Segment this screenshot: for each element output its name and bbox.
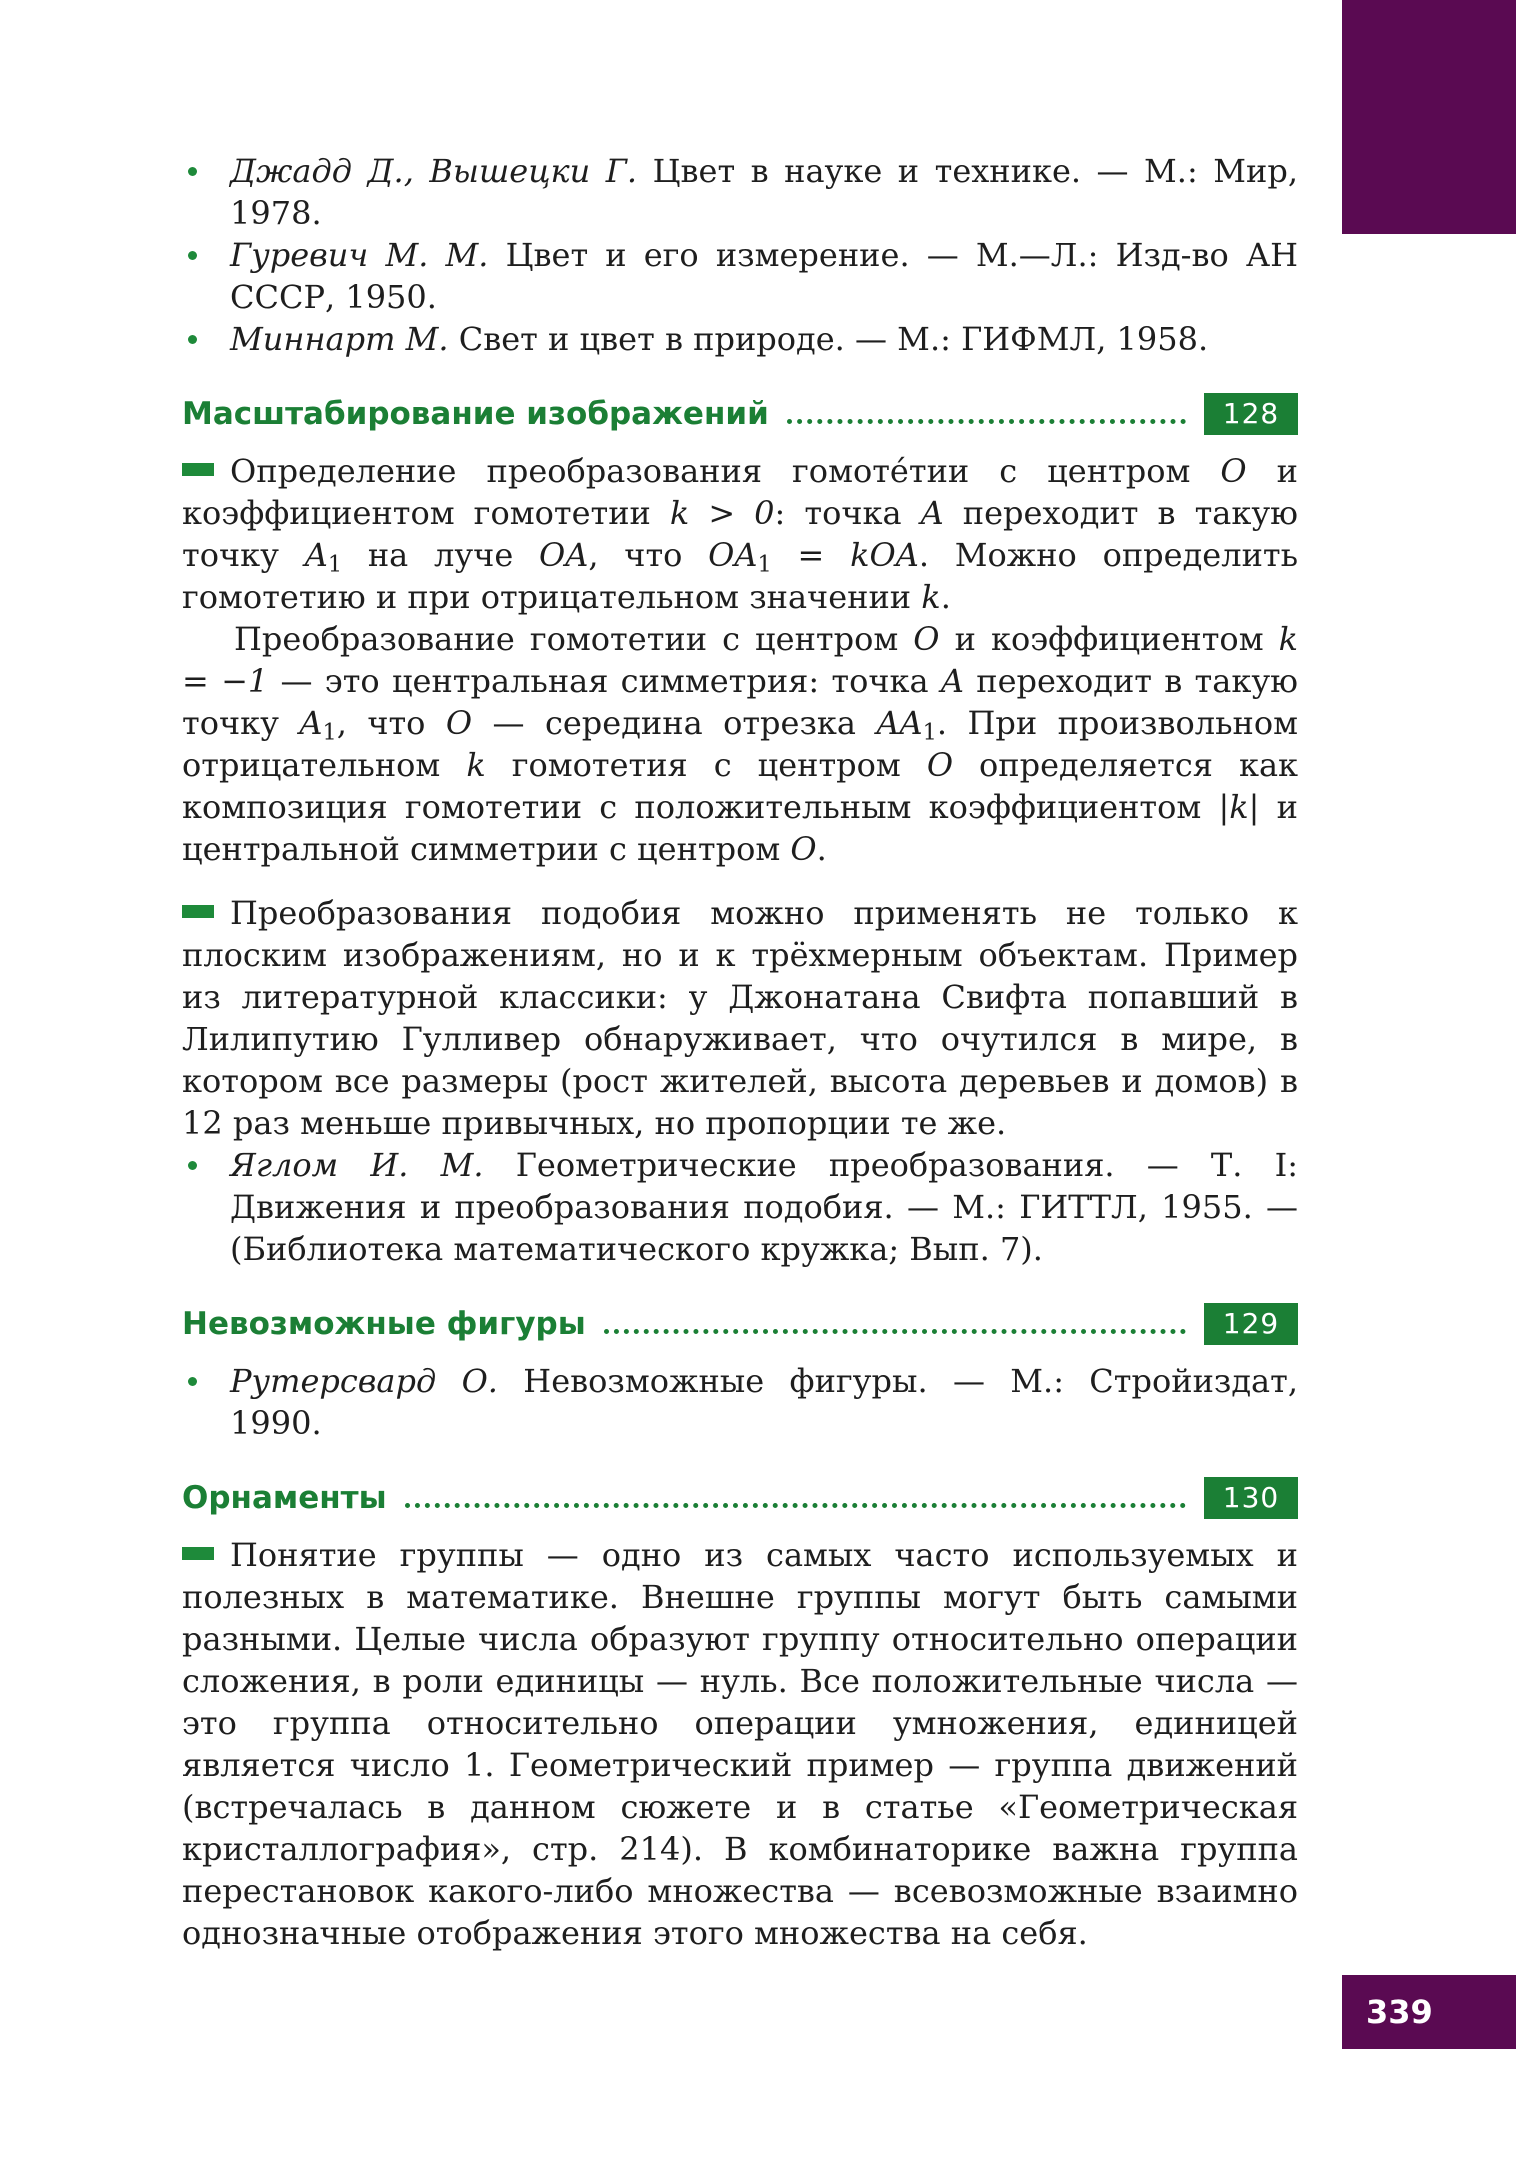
bullet-icon — [188, 251, 197, 260]
paragraph: Определение преобразования гомоте́тии с центром O и коэффициентом гомотетии k > 0: точка A переходит в такую точку $A_1$ на луче OA, что $OA_1$ = kOA. Можно определить гомотетию и при отрицательном значении k. — [182, 452, 1299, 616]
section-page-number: 128 — [1204, 393, 1298, 435]
reference-list-impossible — [182, 1360, 1298, 1444]
green-marker-icon — [182, 905, 214, 918]
section-page-number: 130 — [1204, 1477, 1298, 1519]
reference-item — [182, 1144, 1298, 1270]
reference-text: Геометрические преобразования. — Т. I: Движения и преобразования подобия. — М.: ГИТТЛ, 1955. — (Библиотека математического кружка; Вып. 7). — [230, 1146, 1299, 1268]
bullet-icon — [188, 167, 197, 176]
page-content — [182, 150, 1298, 1954]
section-heading-scaling — [182, 390, 1298, 438]
reference-item — [182, 234, 1298, 318]
dotted-leader — [405, 1503, 1186, 1508]
paragraph: Преобразования подобия можно применять не только к плоским изображениям, но и к трёхмерным объектам. Пример из литературной классики: у Джонатана Свифта попавший в Лилипутию Гулливер обнаруживает, что очутился в мире, в котором все размеры (рост жителей, высота деревьев и домов) в 12 раз меньше привычных, но пропорции те же. — [182, 894, 1298, 1142]
bullet-icon — [188, 1161, 197, 1170]
green-marker-icon — [182, 463, 214, 476]
section-title: Масштабирование изображений — [182, 396, 769, 432]
bullet-icon — [188, 1377, 197, 1386]
text-block-homothety — [182, 450, 1298, 870]
reference-item — [182, 150, 1298, 234]
paragraph: Преобразование гомотетии с центром O и коэффициентом k = −1 — это центральная симметрия: точка A переходит в такую точку $A_1$, что O — середина отрезка $AA_1$. При произвольном отрицательном k гомотетия с центром O определяется как композиция гомотетии с положительным коэффициентом |k| и центральной симметрии с центром O. — [182, 620, 1299, 868]
reference-author: Яглом И. М. — [230, 1146, 484, 1184]
reference-list-scaling — [182, 1144, 1298, 1270]
reference-author: Миннарт М. — [230, 320, 449, 358]
section-page-number: 129 — [1204, 1303, 1298, 1345]
text-block-similarity — [182, 892, 1298, 1144]
reference-author: Джадд Д., Вышецки Г. — [230, 152, 638, 190]
reference-text: Цвет в науке и технике. — М.: Мир, 1978. — [230, 152, 1299, 232]
page-number: 339 — [1342, 1975, 1516, 2049]
reference-author: Гуревич М. М. — [230, 236, 489, 274]
reference-text: Цвет и его измерение. — М.—Л.: Изд-во АН СССР, 1950. — [230, 236, 1299, 316]
dotted-leader — [787, 419, 1186, 424]
section-title: Орнаменты — [182, 1480, 387, 1516]
corner-color-tab — [1342, 0, 1516, 234]
green-marker-icon — [182, 1547, 214, 1560]
reference-text: Свет и цвет в природе. — М.: ГИФМЛ, 1958. — [448, 320, 1209, 358]
reference-list-top — [182, 150, 1298, 360]
bullet-icon — [188, 335, 197, 344]
dotted-leader — [604, 1329, 1186, 1334]
section-heading-impossible-figures — [182, 1300, 1298, 1348]
section-heading-ornaments — [182, 1474, 1298, 1522]
reference-text: Невозможные фигуры. — М.: Стройиздат, 1990. — [230, 1362, 1299, 1442]
paragraph: Понятие группы — одно из самых часто используемых и полезных в математике. Внешне группы могут быть самыми разными. Целые числа образуют группу относительно операции сложения, в роли единицы — нуль. Все положительные числа — это группа относительно операции умножения, единицей является число 1. Геометрический пример — группа движений (встречалась в данном сюжете и в статье «Геометрическая кристаллография», стр. 214). В комбинаторике важна группа перестановок какого-либо множества — всевозможные взаимно однозначные отображения этого множества на себя. — [182, 1536, 1298, 1952]
text-block-groups — [182, 1534, 1298, 1954]
section-title: Невозможные фигуры — [182, 1306, 586, 1342]
reference-item — [182, 1360, 1298, 1444]
reference-item — [182, 318, 1298, 360]
reference-author: Рутерсвард О. — [230, 1362, 498, 1400]
